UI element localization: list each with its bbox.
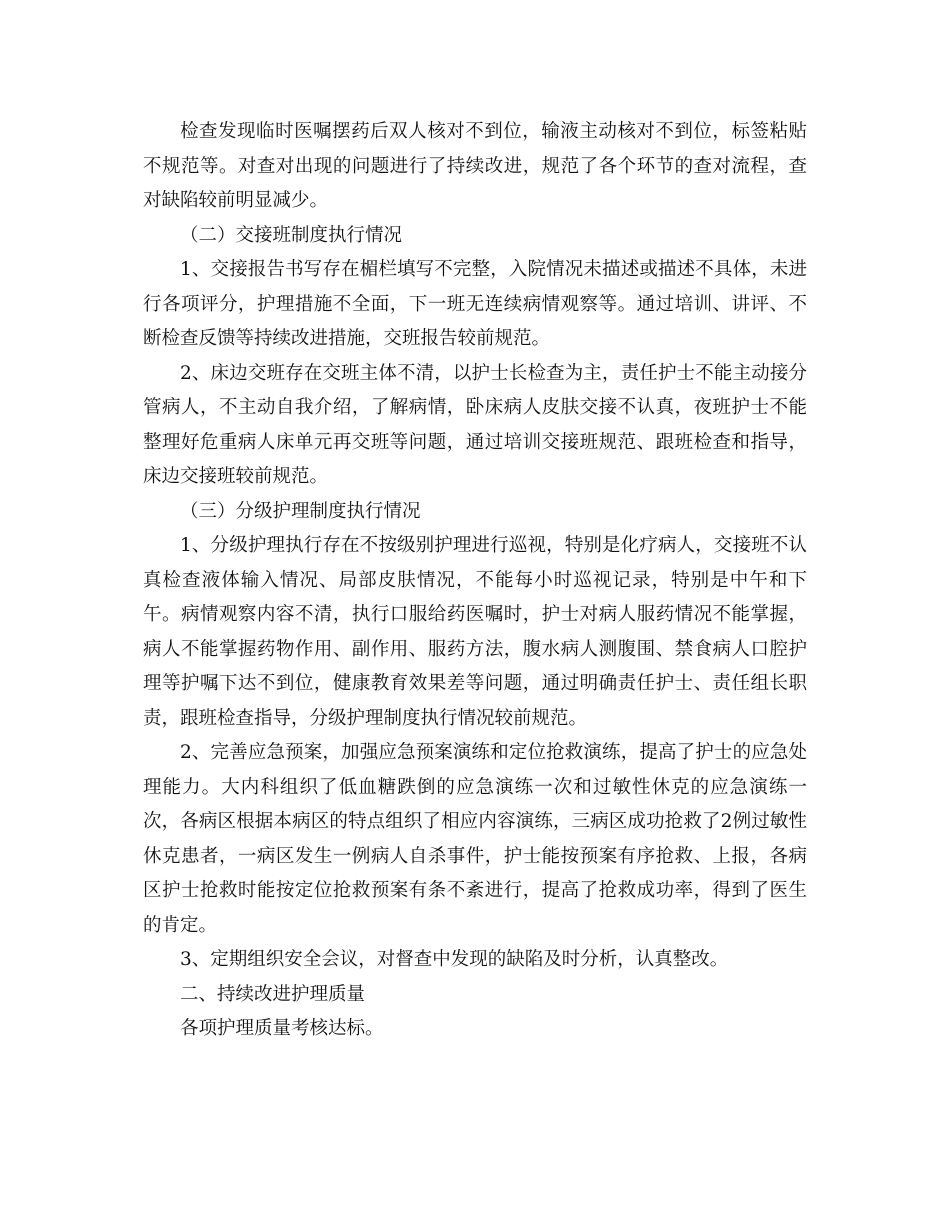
document-body: [143, 115, 807, 1047]
paragraph-graded-care: 1、分级护理执行存在不按级别护理进行巡视，特别是化疗病人，交接班不认真检查液体输入情况、局部皮肤情况，不能每小时巡视记录，特别是中午和下午。病情观察内容不清，执行口服给药医嘱时，护士对病人服药情况不能掌握，病人不能掌握药物作用、副作用、服药方法，腹水病人测腹围、禁食病人口腔护理等护嘱下达不到位，健康教育效果差等问题，通过明确责任护士、责任组长职责，跟班检查指导，分级护理制度执行情况较前规范。: [143, 535, 807, 729]
paragraph-emergency-plan: 2、完善应急预案，加强应急预案演练和定位抢救演练，提高了护士的应急处理能力。大内科组织了低血糖跌倒的应急演练一次和过敏性休克的应急演练一次，各病区根据本病区的特点组织了相应内容演练，三病区成功抢救了2例过敏性休克患者，一病区发生一例病人自杀事件，护士能按预案有序抢救、上报，各病区护士抢救时能按定位抢救预案有条不紊进行，提高了抢救成功率，得到了医生的肯定。: [143, 742, 807, 936]
section-heading-handover: （二）交接班制度执行情况: [180, 224, 403, 246]
paragraph-safety-meeting: 3、定期组织安全会议，对督查中发现的缺陷及时分析，认真整改。: [180, 949, 729, 970]
paragraph-check-findings: 检查发现临时医嘱摆药后双人核对不到位，输液主动核对不到位，标签粘贴不规范等。对查对出现的问题进行了持续改进，规范了各个环节的查对流程，查对缺陷较前明显减少。: [143, 121, 807, 211]
section-heading-graded-care: （三）分级护理制度执行情况: [180, 500, 421, 522]
paragraph-bedside-handover: 2、床边交班存在交班主体不清，以护士长检查为主，责任护士不能主动接分管病人，不主动自我介绍，了解病情，卧床病人皮肤交接不认真，夜班护士不能整理好危重病人床单元再交班等问题，通过培训交接班规范、跟班检查和指导，床边交接班较前规范。: [143, 362, 807, 487]
section-heading-quality: 二、持续改进护理质量: [180, 983, 366, 1005]
paragraph-handover-report: 1、交接报告书写存在楣栏填写不完整，入院情况未描述或描述不具体，未进行各项评分，护理措施不全面，下一班无连续病情观察等。通过培训、讲评、不断检查反馈等持续改进措施，交班报告较前规范。: [143, 259, 807, 349]
paragraph-quality-standard: 各项护理质量考核达标。: [180, 1018, 384, 1039]
